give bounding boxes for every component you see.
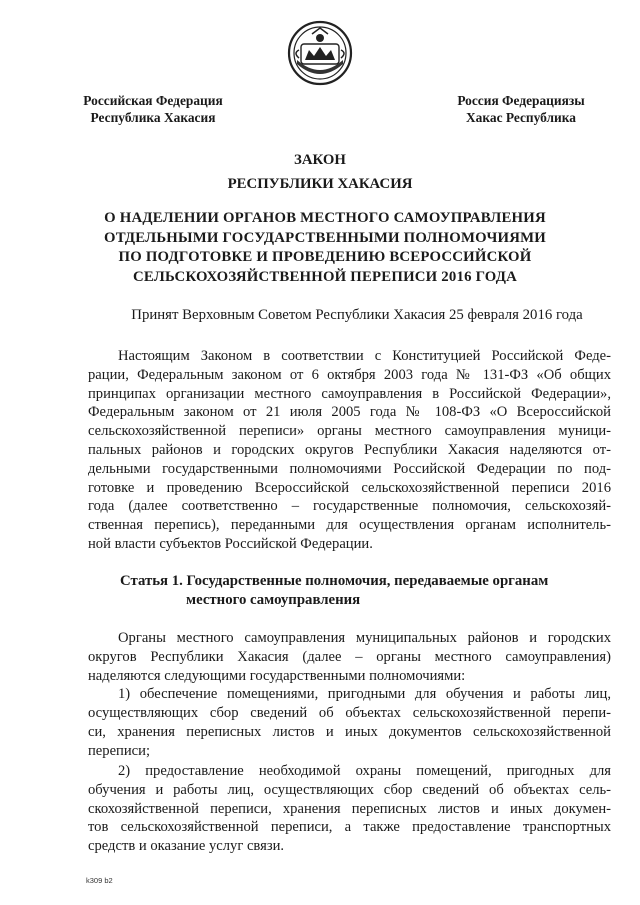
paragraph-line: округов Республики Хакасия (далее – органы местного самоуправления) bbox=[88, 648, 611, 665]
law-title bbox=[0, 148, 640, 196]
paragraph-line: принципах организации местного самоуправления в Российской Федерации», bbox=[88, 385, 611, 402]
paragraph-line: рации, Федеральным законом от 6 октября 2003 года № 131-ФЗ «Об общих bbox=[88, 366, 611, 383]
header-right-republic: Хакас Республика bbox=[466, 110, 576, 125]
header-left-country: Российская Федерация bbox=[83, 93, 223, 108]
paragraph-line: наделяются следующими государственными полномочиями: bbox=[88, 667, 466, 684]
list-item-1-line: си, хранения переписных листов и иных документов сельскохозяйственной bbox=[88, 723, 611, 740]
paragraph-line: года (далее соответственно – государственные полномочия, сельскохозяй- bbox=[88, 498, 611, 515]
law-subject bbox=[60, 209, 590, 287]
document-code: k309 b2 bbox=[86, 876, 113, 885]
paragraph-line: ственная перепись), переданными для осуществления органам исполнитель- bbox=[88, 517, 611, 534]
article-heading-line2: местного самоуправления bbox=[186, 592, 361, 608]
article-1-heading bbox=[120, 572, 610, 610]
list-item-2-line: 2) предоставление необходимой охраны помещений, пригодных для bbox=[118, 763, 611, 779]
adoption-statement: Принят Верховным Советом Республики Хакасия 25 февраля 2016 года bbox=[131, 307, 583, 323]
subject-line: ОТДЕЛЬНЫМИ ГОСУДАРСТВЕННЫМИ ПОЛНОМОЧИЯМИ bbox=[104, 229, 546, 246]
article-1-item-2 bbox=[88, 762, 611, 856]
paragraph-line: ной власти субъектов Российской Федерации. bbox=[88, 535, 373, 552]
list-item-2-line: обучения и работы лиц, осуществляющих сбор сведений об объектах сель- bbox=[88, 781, 611, 798]
paragraph-line: Настоящим Законом в соответствии с Конституцией Российской Феде- bbox=[118, 348, 611, 364]
list-item-1-line: осуществляющих сбор сведений об объектах сельскохозяйственной перепи- bbox=[88, 705, 611, 722]
paragraph-line: сельскохозяйственной переписи» органы местного самоуправления муници- bbox=[88, 423, 611, 440]
subject-line: О НАДЕЛЕНИИ ОРГАНОВ МЕСТНОГО САМОУПРАВЛЕНИЯ bbox=[104, 210, 546, 226]
law-title-line1: ЗАКОН bbox=[294, 152, 346, 168]
khakassia-coat-of-arms-icon bbox=[287, 20, 353, 86]
header-left-republic: Республика Хакасия bbox=[90, 110, 216, 125]
subject-line: ПО ПОДГОТОВКЕ И ПРОВЕДЕНИЮ ВСЕРОССИЙСКОЙ bbox=[118, 249, 532, 265]
list-item-1-line: 1) обеспечение помещениями, пригодными для обучения и работы лиц, bbox=[118, 686, 611, 703]
list-item-2-line: тов сельскохозяйственной переписи, а также предоставление транспортных bbox=[88, 819, 611, 836]
header-right-country: Россия Федерациязы bbox=[457, 93, 585, 108]
header-right bbox=[428, 92, 614, 126]
preamble-paragraph bbox=[88, 347, 611, 554]
header-left bbox=[58, 92, 248, 126]
law-title-line2: РЕСПУБЛИКИ ХАКАСИЯ bbox=[227, 176, 413, 192]
paragraph-line: дельными государственными полномочиями Российской Федерации по под- bbox=[88, 460, 611, 477]
paragraph-line: Органы местного самоуправления муниципальных районов и городских bbox=[118, 630, 611, 646]
list-item-2-line: скохозяйственной переписи, хранения переписных листов и иных докумен- bbox=[88, 800, 611, 817]
paragraph-line: пальных районов и городских округов Республики Хакасия наделяются от- bbox=[88, 441, 611, 458]
paragraph-line: Федеральным законом от 21 июля 2005 года № 108-ФЗ «О Всероссийской bbox=[88, 404, 611, 421]
list-item-2-line: средств и оказание услуг связи. bbox=[88, 838, 285, 855]
paragraph-line: готовке и проведению Всероссийской сельскохозяйственной переписи 2016 bbox=[88, 479, 611, 496]
article-heading-line1: Статья 1. Государственные полномочия, передаваемые органам bbox=[120, 573, 549, 589]
subject-line: СЕЛЬСКОХОЗЯЙСТВЕННОЙ ПЕРЕПИСИ 2016 ГОДА bbox=[132, 268, 518, 285]
article-1-body bbox=[88, 629, 611, 761]
list-item-1-line: переписи; bbox=[88, 742, 151, 759]
